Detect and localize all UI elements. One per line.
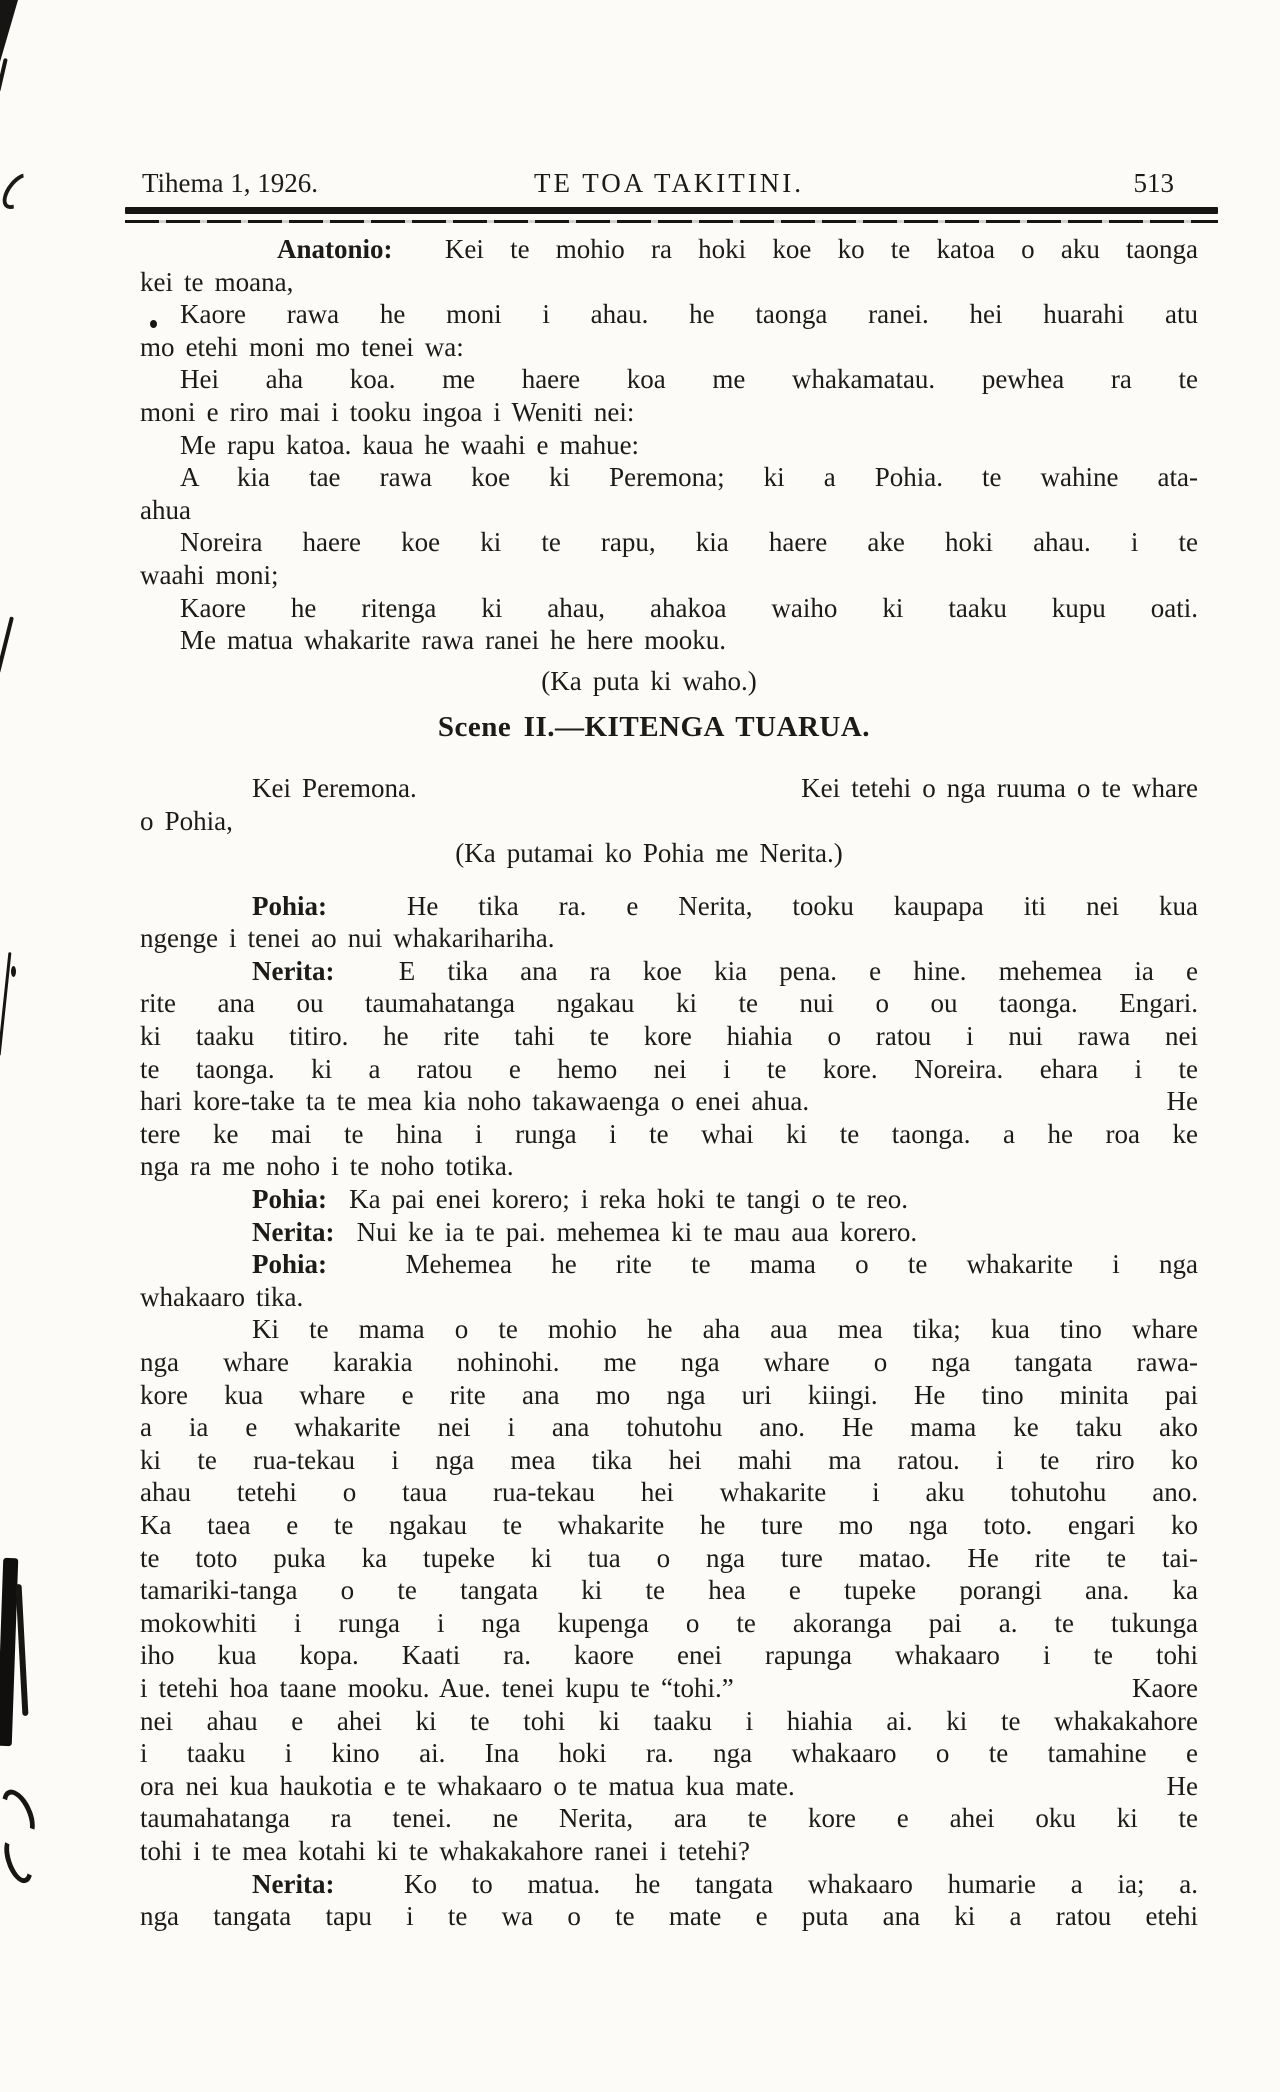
speaker-name: Pohia:: [252, 1249, 328, 1280]
text-line: Noreira haere koe ki te rapu, kia haere ake hoki ahau. i te: [180, 527, 1198, 558]
header-rule-thin: [125, 220, 1218, 223]
line-segment-left: i tetehi hoa taane mooku. Aue. tenei kupu te “tohi.”: [140, 1672, 734, 1703]
ink-mark-curl2: [0, 1831, 38, 1886]
text-line: Me rapu katoa. kaua he waahi e mahue:: [180, 429, 640, 460]
text-line: Nerita: Ko to matua. he tangata whakaaro humarie a ia; a.: [252, 1868, 1198, 1899]
text-line: A kia tae rawa koe ki Peremona; ki a Pohia. te wahine ata-: [180, 462, 1198, 493]
text-line: [140, 1672, 1198, 1705]
speaker-name: Nerita:: [252, 1868, 335, 1899]
line-segment-right: Kei tetehi o nga ruuma o te whare: [801, 772, 1198, 803]
text-line: Nerita: Nui ke ia te pai. mehemea ki te mau aua korero.: [252, 1216, 918, 1247]
line-segment-right: He: [1166, 1086, 1198, 1117]
text-line: i taaku i kino ai. Ina hoki ra. nga whakaaro o te tamahine e: [140, 1738, 1198, 1769]
text-line: ki taaku titiro. he rite tahi te kore hiahia o ratou i nui rawa nei: [140, 1021, 1198, 1052]
text-line: Me matua whakarite rawa ranei he here mooku.: [180, 625, 727, 656]
page-header: [140, 166, 1198, 200]
text-line: Pohia: Ka pai enei korero; i reka hoki te tangi o te reo.: [252, 1184, 908, 1215]
speaker-name: Anatonio:: [277, 234, 393, 264]
line-segment-left: Kei Peremona.: [252, 772, 417, 803]
text-line: Anatonio: Kei te mohio ra hoki koe ko te katoa o aku taonga: [277, 234, 1198, 264]
page-number: 513: [1133, 168, 1174, 198]
text-line: tamariki-tanga o te tangata ki te hea e tupeke porangi ana. ka: [140, 1575, 1198, 1606]
issue-date: Tihema 1, 1926.: [142, 168, 319, 198]
line-segment-right: He: [1166, 1770, 1198, 1801]
stage-direction: o Pohia,: [140, 805, 233, 836]
speaker-name: Pohia:: [252, 890, 328, 921]
text-line: kore kua whare e rite ana mo nga uri kiingi. He tino minita pai: [140, 1379, 1198, 1410]
text-line: tere ke mai te hina i runga i te whai ki te taonga. a he roa ke: [140, 1118, 1198, 1149]
text-line: ahau tetehi o taua rua-tekau hei whakarite i aku tohutohu ano.: [140, 1477, 1198, 1508]
scene-heading: Scene II.—KITENGA TUARUA.: [437, 711, 871, 744]
speaker-name: Nerita:: [252, 955, 335, 986]
text-line: te toto puka ka tupeke ki tua o nga ture matao. He rite te tai-: [140, 1542, 1198, 1573]
text-line: nga tangata tapu i te wa o te mate e puta ana ki a ratou etehi: [140, 1901, 1198, 1932]
text-line: te taonga. ki a ratou e hemo nei i te kore. Noreira. ehara i te: [140, 1053, 1198, 1084]
page-column: [140, 166, 1198, 1933]
stage-direction: [140, 772, 1198, 805]
speaker-name: Pohia:: [252, 1184, 328, 1215]
stage-direction: (Ka putamai ko Pohia me Nerita.): [455, 838, 843, 869]
speaker-name: Nerita:: [252, 1216, 335, 1247]
ink-mark-squiggle: [0, 167, 40, 214]
text-line: mokowhiti i runga i nga kupenga o te akoranga pai a. te tukunga: [140, 1607, 1198, 1638]
text-line: [140, 1770, 1198, 1803]
header-rule-thick: [125, 207, 1218, 214]
text-line: [140, 1085, 1198, 1118]
line-segment-left: ora nei kua haukotia e te whakaaro o te matua kua mate.: [140, 1770, 795, 1801]
text-line: a ia e whakarite nei i ana tohutohu ano. He mama ke taku ako: [140, 1412, 1198, 1443]
text-line: nga whare karakia nohinohi. me nga whare o nga tangata rawa-: [140, 1347, 1198, 1377]
text-line: whakaaro tika.: [140, 1281, 304, 1312]
text-line: taumahatanga ra tenei. ne Nerita, ara te kore e ahei oku ki te: [140, 1803, 1198, 1834]
masthead-title: TE TOA TAKITINI.: [533, 168, 805, 198]
text-line: rite ana ou taumahatanga ngakau ki te nui o ou taonga. Engari.: [140, 988, 1198, 1019]
text-line: Hei aha koa. me haere koa me whakamatau. pewhea ra te: [180, 364, 1198, 395]
text-line: Kaore he ritenga ki ahau, ahakoa waiho ki taaku kupu oati.: [180, 592, 1198, 623]
text-line: iho kua kopa. Kaati ra. kaore enei rapunga whakaaro i te tohi: [140, 1640, 1198, 1671]
ink-mark-dot2: [11, 966, 16, 977]
text-line: moni e riro mai i tooku ingoa i Weniti nei:: [140, 396, 635, 427]
line-segment-left: hari kore-take ta te mea kia noho takawaenga o enei ahua.: [140, 1086, 810, 1117]
text-line: mo etehi moni mo tenei wa:: [140, 331, 464, 362]
text-line: tohi i te mea kotahi ki te whakakahore ranei i tetehi?: [140, 1835, 750, 1866]
text-line: Ki te mama o te mohio he aha aua mea tika; kua tino whare: [252, 1314, 1198, 1345]
text-line: ki te rua-tekau i nga mea tika hei mahi ma ratou. i te riro ko: [140, 1444, 1198, 1475]
text-line: ngenge i tenei ao nui whakarihariha.: [140, 923, 555, 954]
text-line: Pohia: Mehemea he rite te mama o te whakarite i nga: [252, 1249, 1198, 1280]
text-line: ahua: [140, 494, 191, 525]
text-line: nei ahau e ahei ki te tohi ki taaku i hiahia ai. ki te whakakahore: [140, 1705, 1198, 1736]
text-line: Ka taea e te ngakau te whakarite he ture mo nga toto. engari ko: [140, 1509, 1198, 1540]
text-line: waahi moni;: [140, 559, 279, 590]
text-line: Kaore rawa he moni i ahau. he taonga ranei. hei huarahi atu: [180, 299, 1198, 330]
ink-mark-corner2: [0, 58, 8, 92]
ink-mark-slash2: [0, 952, 11, 1056]
text-body: [140, 233, 1198, 1933]
ink-mark-curl: [0, 1785, 41, 1843]
line-segment-right: Kaore: [1132, 1672, 1198, 1703]
text-line: nga ra me noho i te noho totika.: [140, 1151, 514, 1182]
text-line: kei te moana,: [140, 266, 294, 297]
ink-mark-corner: [0, 0, 18, 62]
ink-mark-slash: [0, 616, 14, 673]
text-line: Nerita: E tika ana ra koe kia pena. e hine. mehemea ia e: [252, 955, 1198, 986]
stage-direction: (Ka puta ki waho.): [541, 665, 757, 696]
ink-mark-heavy2: [16, 1584, 29, 1716]
text-line: Pohia: He tika ra. e Nerita, tooku kaupapa iti nei kua: [252, 890, 1198, 921]
